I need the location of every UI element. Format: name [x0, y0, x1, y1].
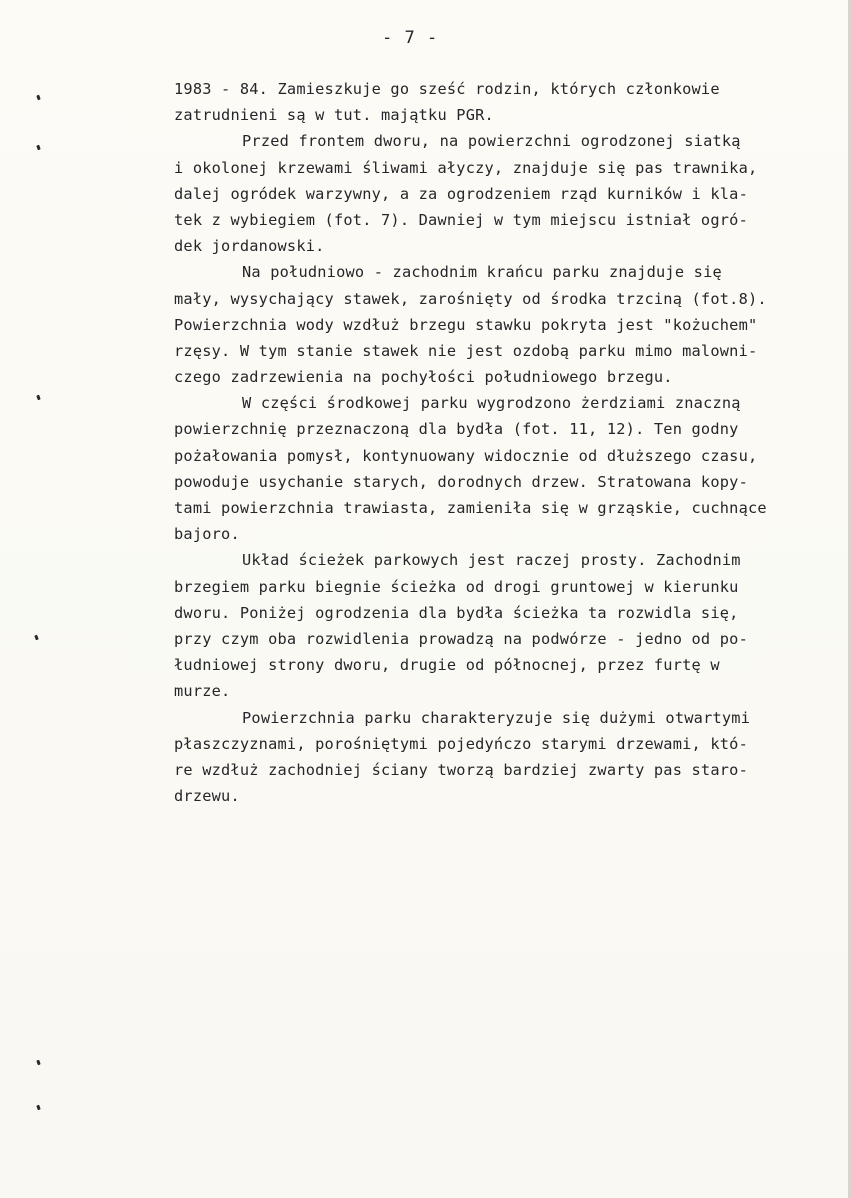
margin-mark: [36, 395, 41, 401]
text-line: mały, wysychający stawek, zarośnięty od środka trzciną (fot.8).: [174, 289, 767, 308]
text-line: dek jordanowski.: [174, 237, 325, 256]
page-number: - 7 -: [382, 28, 439, 48]
margin-mark: [36, 145, 41, 151]
text-line: murze.: [174, 682, 231, 701]
text-line: powoduje usychanie starych, dorodnych drzew. Stratowana kopy-: [174, 472, 748, 491]
paragraph-first-line: Układ ścieżek parkowych jest raczej prosty. Zachodnim: [242, 551, 741, 570]
text-line: bajoro.: [174, 525, 240, 544]
paragraph-first-line: Powierzchnia parku charakteryzuje się dużymi otwartymi: [242, 708, 751, 727]
margin-mark: [36, 1060, 41, 1066]
paragraph-first-line: Przed frontem dworu, na powierzchni ogrodzonej siatką: [242, 132, 741, 151]
text-line: rzęsy. W tym stanie stawek nie jest ozdobą parku mimo malowni-: [174, 341, 758, 360]
text-line: dworu. Poniżej ogrodzenia dla bydła ścieżka ta rozwidla się,: [174, 603, 739, 622]
text-line: zatrudnieni są w tut. majątku PGR.: [174, 106, 494, 125]
text-line: łudniowej strony dworu, drugie od północnej, przez furtę w: [174, 656, 720, 675]
text-line: powierzchnię przeznaczoną dla bydła (fot. 11, 12). Ten godny: [174, 420, 739, 439]
text-line: przy czym oba rozwidlenia prowadzą na podwórze - jedno od po-: [174, 629, 748, 648]
paragraph-first-line: W części środkowej parku wygrodzono żerdziami znaczną: [242, 394, 741, 413]
margin-mark: [36, 95, 41, 101]
text-line: tami powierzchnia trawiasta, zamieniła się w grząskie, cuchnące: [174, 499, 767, 517]
text-line: re wzdłuż zachodniej ściany tworzą bardziej zwarty pas staro-: [174, 760, 748, 779]
text-line: płaszczyznami, porośniętymi pojedyńczo starymi drzewami, któ-: [174, 734, 748, 753]
text-line: i okolonej krzewami śliwami ałyczy, znajduje się pas trawnika,: [174, 158, 758, 177]
text-line: tek z wybiegiem (fot. 7). Dawniej w tym miejscu istniał ogró-: [174, 210, 748, 229]
paragraph-first-line: Na południowo - zachodnim krańcu parku znajduje się: [242, 263, 722, 282]
text-line: 1983 - 84. Zamieszkuje go sześć rodzin, których członkowie: [174, 80, 720, 98]
text-line: czego zadrzewienia na pochyłości południowego brzegu.: [174, 368, 673, 387]
margin-mark: [34, 635, 39, 641]
text-line: dalej ogródek warzywny, a za ogrodzeniem rząd kurników i kla-: [174, 184, 748, 203]
text-line: drzewu.: [174, 787, 240, 806]
text-line: pożałowania pomysł, kontynuowany widocznie od dłuższego czasu,: [174, 446, 758, 465]
body-text: [174, 76, 834, 809]
text-line: brzegiem parku biegnie ścieżka od drogi gruntowej w kierunku: [174, 577, 739, 596]
margin-mark: [36, 1105, 41, 1111]
text-line: Powierzchnia wody wzdłuż brzegu stawku pokryta jest "kożuchem": [174, 315, 758, 334]
